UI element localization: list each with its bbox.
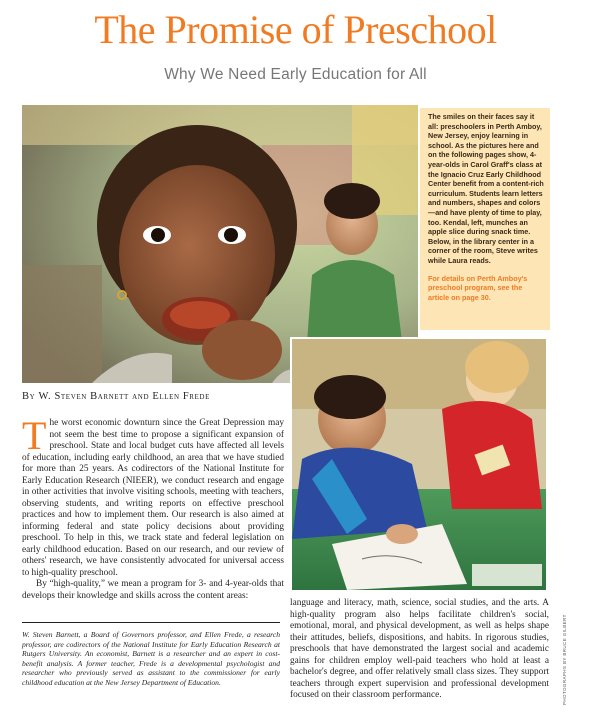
article-paragraph-2: By “high-quality,” we mean a program for 3- and 4-year-olds that develops their knowledge and skills across the content areas: xyxy=(22,579,284,601)
bio-divider xyxy=(22,622,280,623)
byline-prefix: By xyxy=(22,391,36,402)
article-column-1 xyxy=(22,413,284,602)
caption-see-also: For details on Perth Amboy's preschool program, see the article on page 30. xyxy=(428,273,528,302)
article-column-2: language and literacy, math, science, social studies, and the arts. A high-quality program also helps facilitate children's social, emotional, moral, and physical development, as well as helps shape their attitudes, beliefs, dispositions, and habits. In rigorous studies, preschools that have demonstrated the largest social and academic gains for children employ well-paid teachers who hold at least a bachelor's degree, and offer relatively small class sizes. They support teachers through expert supervision and professional development focused on their classroom performance. xyxy=(290,598,549,700)
photo-caption xyxy=(420,108,550,330)
caption-text: The smiles on their faces say it all: preschoolers in Perth Amboy, New Jersey, enjoy learning in school. As the pictures here and on the following pages show, 4-year-olds in Carol Graff's class at the Ignacio Cruz Early Childhood Center benefit from a content-rich curriculum. Students learn letters and numbers, shapes and colors—and have plenty of time to play, too. Kendal, left, munches an apple slice during snack time. Below, in the library center in a corner of the room, Steve writes while Laura reads. xyxy=(428,112,544,265)
page-subtitle: Why We Need Early Education for All xyxy=(164,66,427,83)
byline xyxy=(22,391,292,402)
drop-cap: T xyxy=(22,413,47,458)
byline-authors: W. Steven Barnett and Ellen Frede xyxy=(38,391,210,402)
page-title: The Promise of Preschool xyxy=(94,7,497,52)
author-bio: W. Steven Barnett, a Board of Governors professor, and Ellen Frede, a research professor, are codirectors of the National Institute for Early Education Research at Rutgers University. An economist, Barnett is a researcher and an expert in cost-benefit analysis. A former teacher, Frede is a developmental psychologist and researcher who previously served as assistant to the commissioner for early childhood education at the New Jersey Department of Education. xyxy=(22,630,280,687)
photo-credit: PHOTOGRAPHS BY BRUCE GILBERT xyxy=(562,614,567,705)
article-paragraph-1: he worst economic downturn since the Great Depression may not seem the best time to propose a significant expansion of preschool. State and local budget cuts have affected all levels of education, including early childhood, an area that we have studied for more than 25 years. As codirectors of the National Institute for Early Education Research (NIEER), we conduct research and engage in other activities that involve visiting schools, meeting with teachers, observing students, and writing reports on effective preschool practices and how to implement them. Our research is also aimed at informing federal and state policy decisions about providing preschool. To help in this, we track state and federal legislation on early childhood education. Based on our research, and our review of others' research, we have consistently advocated for universal access to high-quality preschool. xyxy=(22,418,284,578)
photo-boy-writing xyxy=(290,337,548,592)
